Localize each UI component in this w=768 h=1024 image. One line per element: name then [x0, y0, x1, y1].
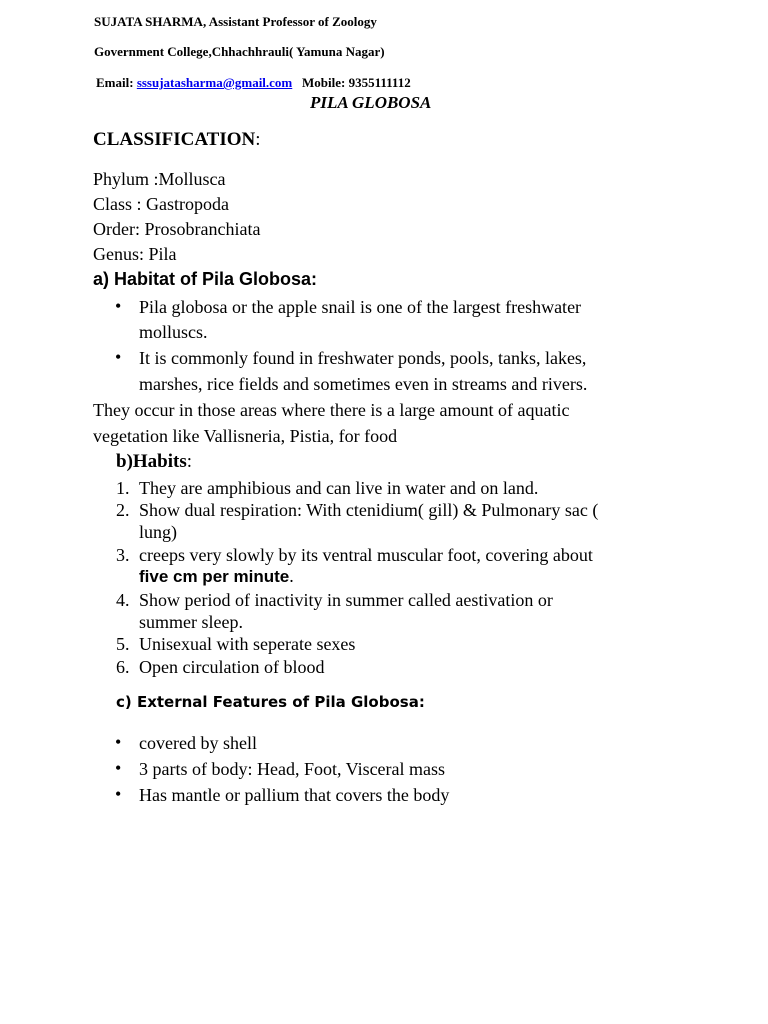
- habits-item-4-line2: summer sleep.: [139, 612, 243, 632]
- habits-item-6: Open circulation of blood: [139, 657, 325, 677]
- habitat-bullet-1-line2: molluscs.: [139, 322, 208, 342]
- habits-item-number: 4.: [116, 590, 130, 610]
- contact-line: [96, 76, 411, 89]
- habits-item-4-line1: Show period of inactivity in summer called aestivation or: [139, 590, 553, 610]
- habitat-paragraph-line1: They occur in those areas where there is a large amount of aquatic: [93, 400, 570, 420]
- habitat-paragraph-line2: vegetation like Vallisneria, Pistia, for food: [93, 426, 398, 446]
- habits-item-2-line1: Show dual respiration: With ctenidium( gill) & Pulmonary sac (: [139, 500, 599, 520]
- email-label: Email:: [96, 75, 137, 90]
- habits-item-number: 1.: [116, 478, 130, 498]
- external-bullet-2: 3 parts of body: Head, Foot, Visceral mass: [139, 759, 446, 779]
- habits-heading: b)Habits:: [116, 451, 193, 472]
- habits-item-number: 6.: [116, 657, 130, 677]
- habitat-bullet-2-line2: marshes, rice fields and sometimes even in streams and rivers.: [139, 374, 588, 394]
- bullet-icon: •: [115, 758, 122, 778]
- habitat-bullet-1-line1: Pila globosa or the apple snail is one of the largest freshwater: [139, 297, 582, 317]
- bullet-icon: •: [115, 296, 122, 316]
- classification-heading: CLASSIFICATION:: [93, 129, 261, 150]
- bullet-icon: •: [115, 347, 122, 367]
- habits-item-2-line2: lung): [139, 522, 177, 542]
- habitat-bullet-2-line1: It is commonly found in freshwater ponds, pools, tanks, lakes,: [139, 348, 587, 368]
- habits-item-3-line1: creeps very slowly by its ventral muscular foot, covering about: [139, 545, 593, 565]
- external-bullet-1: covered by shell: [139, 733, 257, 753]
- habits-item-number: 2.: [116, 500, 130, 520]
- document-title: PILA GLOBOSA: [310, 93, 432, 112]
- habits-item-3-line2: five cm per minute.: [139, 566, 294, 586]
- mobile-number: Mobile: 9355111112: [302, 75, 411, 90]
- habits-item-number: 5.: [116, 634, 130, 654]
- habitat-heading: a) Habitat of Pila Globosa:: [93, 269, 318, 289]
- habits-item-number: 3.: [116, 545, 130, 565]
- classification-class: Class : Gastropoda: [93, 194, 229, 214]
- bullet-icon: •: [115, 784, 122, 804]
- bullet-icon: •: [115, 732, 122, 752]
- habits-item-1: They are amphibious and can live in water and on land.: [139, 478, 539, 498]
- email-link[interactable]: sssujatasharma@gmail.com: [136, 75, 293, 90]
- classification-genus: Genus: Pila: [93, 244, 177, 264]
- college-line: Government College,Chhachhrauli( Yamuna Nagar): [94, 44, 385, 59]
- habits-item-5: Unisexual with seperate sexes: [139, 634, 356, 654]
- five-cm-emphasis: five cm per minute: [139, 567, 290, 586]
- author-line: SUJATA SHARMA, Assistant Professor of Zoology: [94, 14, 377, 29]
- classification-order: Order: Prosobranchiata: [93, 219, 261, 239]
- external-features-heading: c) External Features of Pila Globosa:: [116, 693, 425, 711]
- external-bullet-3: Has mantle or pallium that covers the body: [139, 785, 450, 805]
- classification-phylum: Phylum :Mollusca: [93, 169, 226, 189]
